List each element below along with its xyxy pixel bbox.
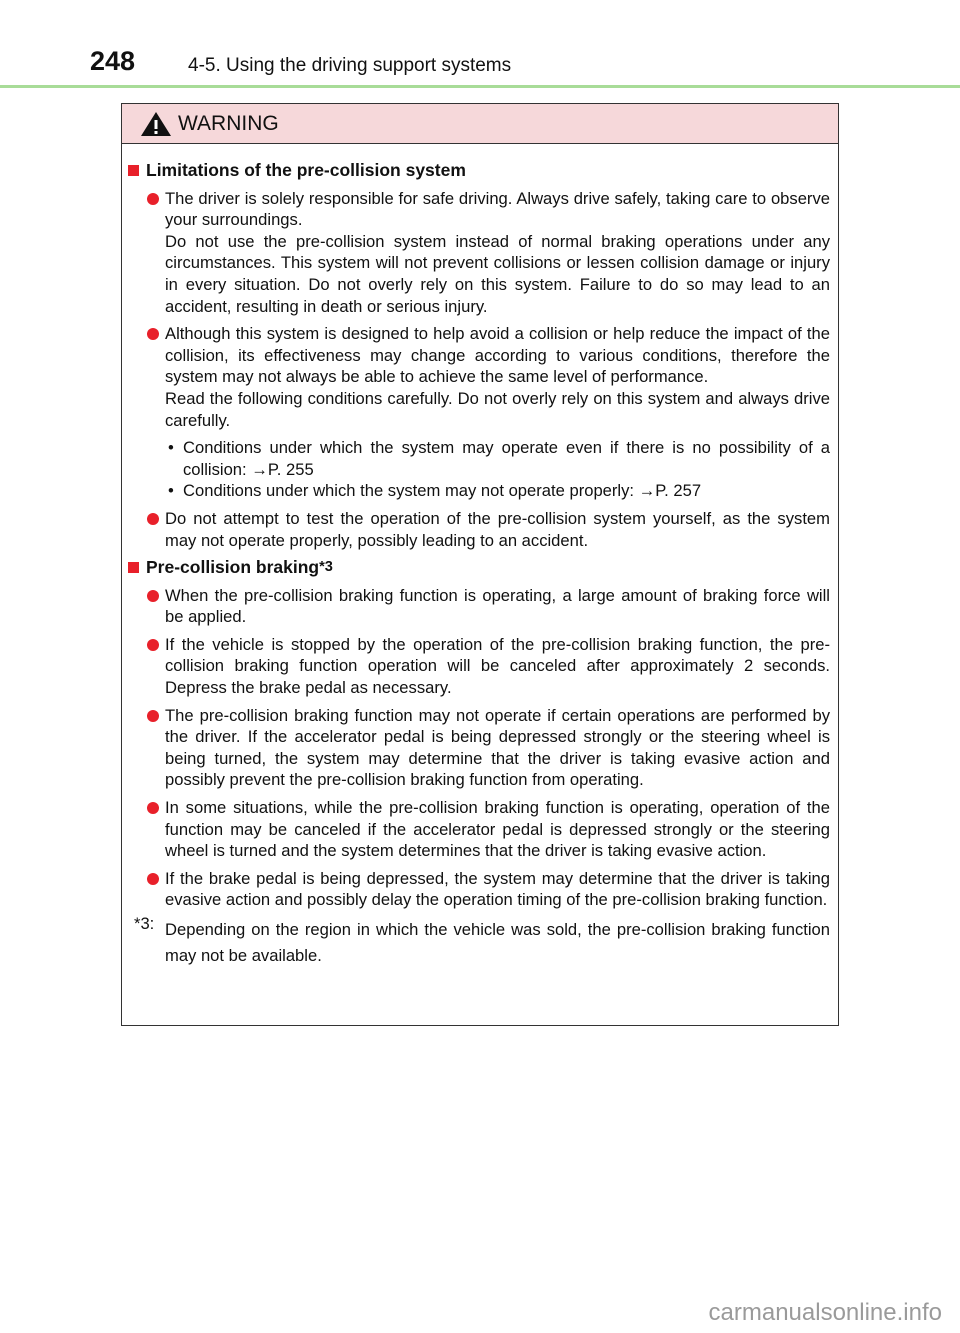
footnote-text: Depending on the region in which the vehicle was sold, the pre-collision braking function may not be available. [165,920,830,965]
bullet-icon [147,802,159,814]
bullet-icon [147,590,159,602]
list-item [128,705,830,791]
list-item [128,634,830,699]
footnote-marker: *3: [134,914,155,933]
list-item [128,868,830,911]
sub-item: • Conditions under which the system may not operate properly: →P. 257 [168,481,702,501]
item-text: If the brake pedal is being depressed, the system may determine that the driver is taking evasive action and possibly delay the operation timing of the pre-collision braking function. [165,868,830,910]
section-heading [128,557,830,579]
footnote-ref: *3 [319,559,333,576]
list-item [128,188,830,318]
bullet-icon [147,710,159,722]
square-bullet-icon [128,165,139,176]
item-text: The driver is solely responsible for safe driving. Always drive safely, taking care to observe your surroundings. [165,188,830,230]
bullet-icon [147,513,159,525]
item-text: The pre-collision braking function may not operate if certain operations are performed by the driver. If the accelerator pedal is being depressed strongly or the steering wheel is being turned, the system may determine that the driver is taking evasive action and possibly prevent the pre-collision braking function from operating. [165,705,830,790]
footnote [128,914,830,969]
item-text: When the pre-collision braking function is operating, a large amount of braking force will be applied. [165,585,830,627]
warning-triangle-icon [140,111,172,137]
section-title: 4-5. Using the driving support systems [188,55,512,76]
item-text: In some situations, while the pre-collision braking function is operating, operation of the function may be canceled if the accelerator pedal is depressed strongly or the steering wheel is turned and the system determines that the driver is taking evasive action. [165,798,830,861]
bullet-icon [147,873,159,885]
item-text: If the vehicle is stopped by the operation of the pre-collision braking function, the pre-collision braking function operation will be canceled after approximately 2 seconds. Depress the brake pedal as necessary. [165,634,830,698]
page-number: 248 [90,46,136,76]
bullet-icon [147,193,159,205]
heading-text: Limitations of the pre-collision system [146,160,466,180]
item-text: Read the following conditions carefully. Do not overly rely on this system and always drive carefully. [165,388,830,430]
page-link[interactable]: Conditions under which the system may operate even if there is no possibility of a collision: →P. 255 [183,438,830,479]
item-text: Do not use the pre-collision system instead of normal braking operations under any circumstances. This system will not prevent collisions or lessen collision damage or injury in every situation. Do not overly rely on this system. Failure to do so may lead to an accident, resulting in death or serious injury. [165,231,830,316]
section-heading [128,160,830,182]
list-item [128,508,830,551]
sub-item: • Conditions under which the system may operate even if there is no possibility of a collision: →P. 255 [168,438,830,479]
item-text: Although this system is designed to help avoid a collision or help reduce the impact of the collision, its effectiveness may change according to various conditions, therefore the system may not always be able to achieve the same level of performance. [165,324,830,387]
page-link[interactable]: Conditions under which the system may not operate properly: →P. 257 [183,481,702,501]
warning-title: WARNING [178,111,279,135]
watermark: carmanualsonline.info [708,1299,942,1326]
warning-header [122,104,838,144]
bullet-icon [147,639,159,651]
item-text: Do not attempt to test the operation of the pre-collision system yourself, as the system may not operate properly, possibly leading to an accident. [165,508,830,550]
list-item [128,797,830,862]
bullet-icon [147,328,159,340]
heading-text: Pre-collision braking [146,557,320,578]
list-item [128,585,830,628]
list-item [128,323,830,502]
square-bullet-icon [128,562,139,573]
warning-box [121,103,839,1026]
header-rule [0,85,960,88]
